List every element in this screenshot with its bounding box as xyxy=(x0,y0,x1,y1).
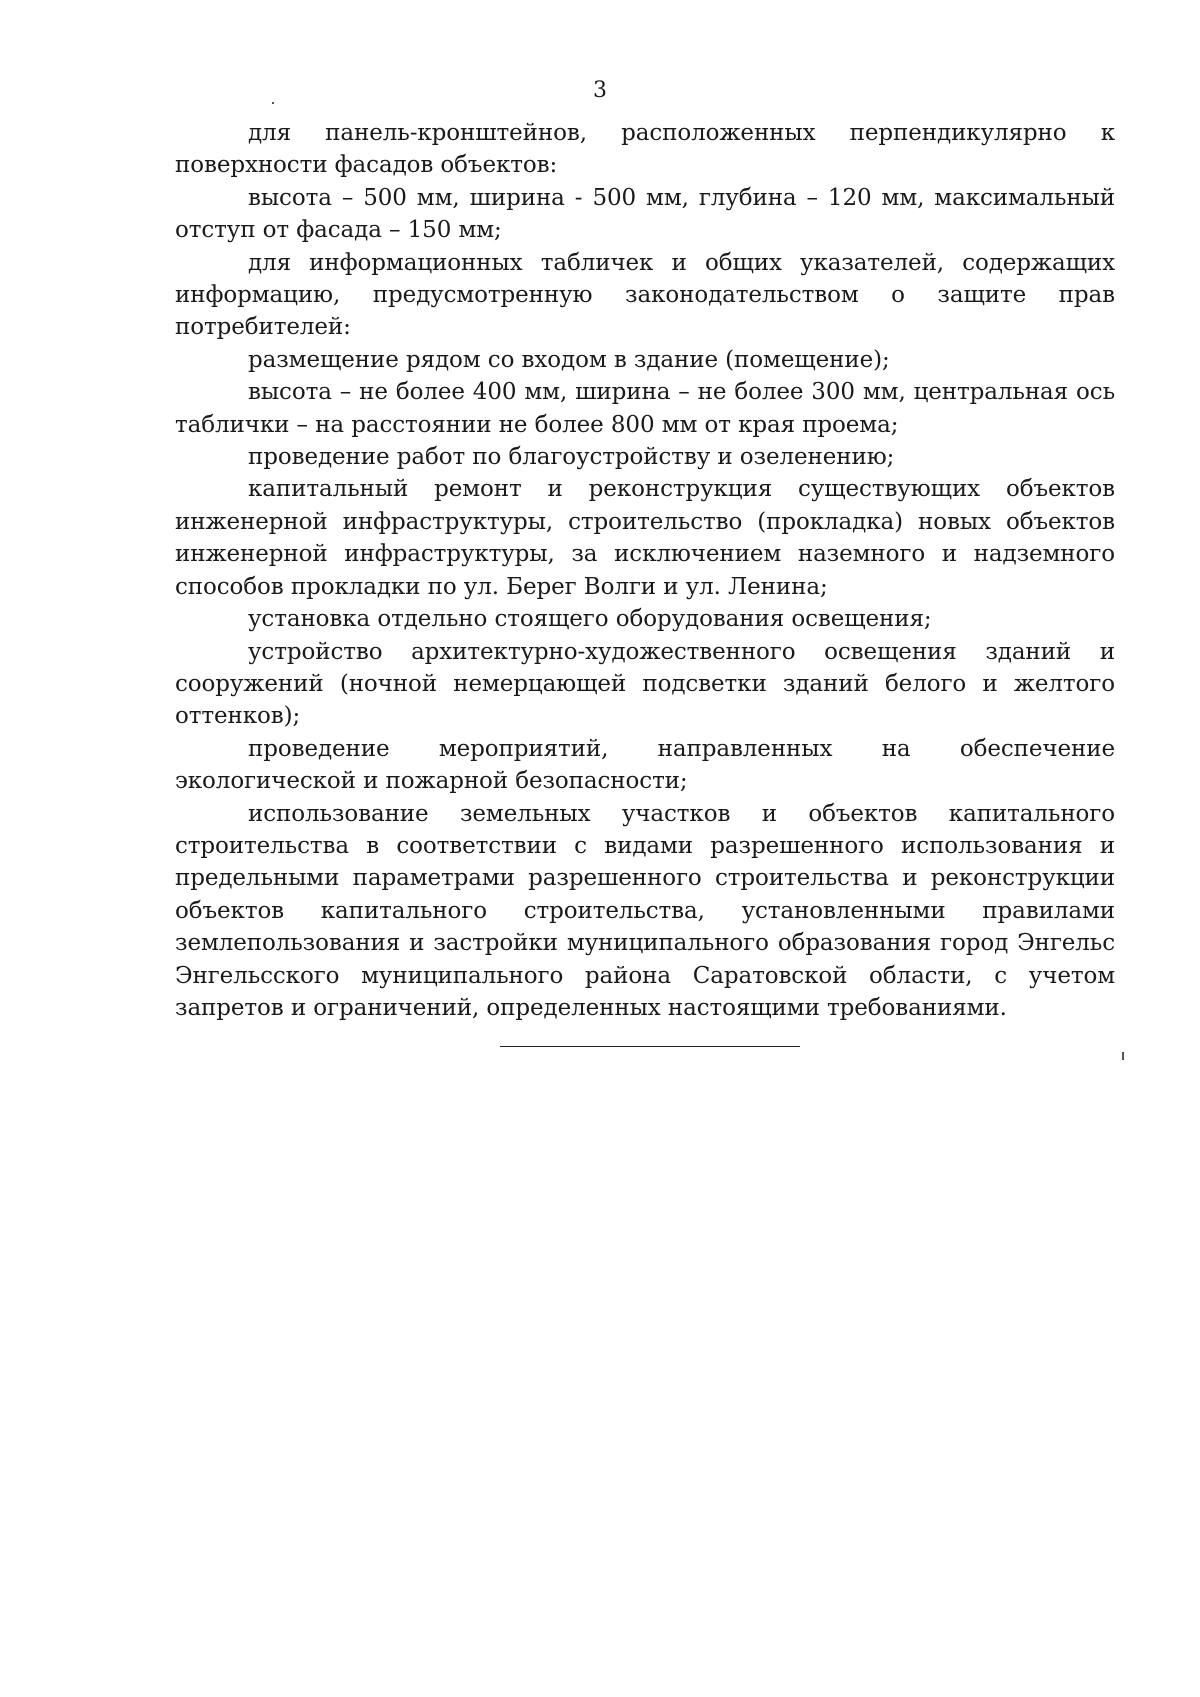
end-separator-line xyxy=(500,1046,800,1047)
paragraph: капитальный ремонт и реконструкция существующих объектов инженерной инфраструктуры, строительство (прокладка) новых объектов инженерной инфраструктуры, за исключением наземного и надземного способов прокладки по ул. Берег Волги и ул. Ленина; xyxy=(175,476,1115,600)
scan-speck xyxy=(272,102,274,104)
paragraph: проведение работ по благоустройству и озеленению; xyxy=(248,444,895,471)
paragraph: установка отдельно стоящего оборудования освещения; xyxy=(248,606,932,633)
page-number: 3 xyxy=(593,78,607,103)
paragraph: размещение рядом со входом в здание (помещение); xyxy=(248,346,890,373)
document-body xyxy=(175,117,1115,1024)
paragraph: проведение мероприятий, направленных на обеспечение экологической и пожарной безопасности; xyxy=(175,735,1115,795)
paragraph: использование земельных участков и объектов капитального строительства в соответствии с видами разрешенного использования и предельными параметрами разрешенного строительства и реконструкции объектов капитального строительства, установленными правилами землепользования и застройки муниципального образования город Энгельс Энгельсского муниципального района Саратовской области, с учетом запретов и ограничений, определенных настоящими требованиями. xyxy=(175,800,1115,1021)
paragraph: высота – не более 400 мм, ширина – не более 300 мм, центральная ось таблички – на расстоянии не более 800 мм от края проема; xyxy=(175,379,1115,438)
paragraph: высота – 500 мм, ширина - 500 мм, глубина – 120 мм, максимальный отступ от фасада – 150 мм; xyxy=(175,184,1115,244)
paragraph: устройство архитектурно-художественного освещения зданий и сооружений (ночной немерцающей подсветки зданий белого и желтого оттенков); xyxy=(175,638,1115,730)
scan-speck xyxy=(1122,1052,1124,1060)
paragraph: для панель-кронштейнов, расположенных перпендикулярно к поверхности фасадов объектов: xyxy=(175,120,1115,179)
paragraph: для информационных табличек и общих указателей, содержащих информацию, предусмотренную законодательством о защите прав потребителей: xyxy=(175,249,1115,341)
